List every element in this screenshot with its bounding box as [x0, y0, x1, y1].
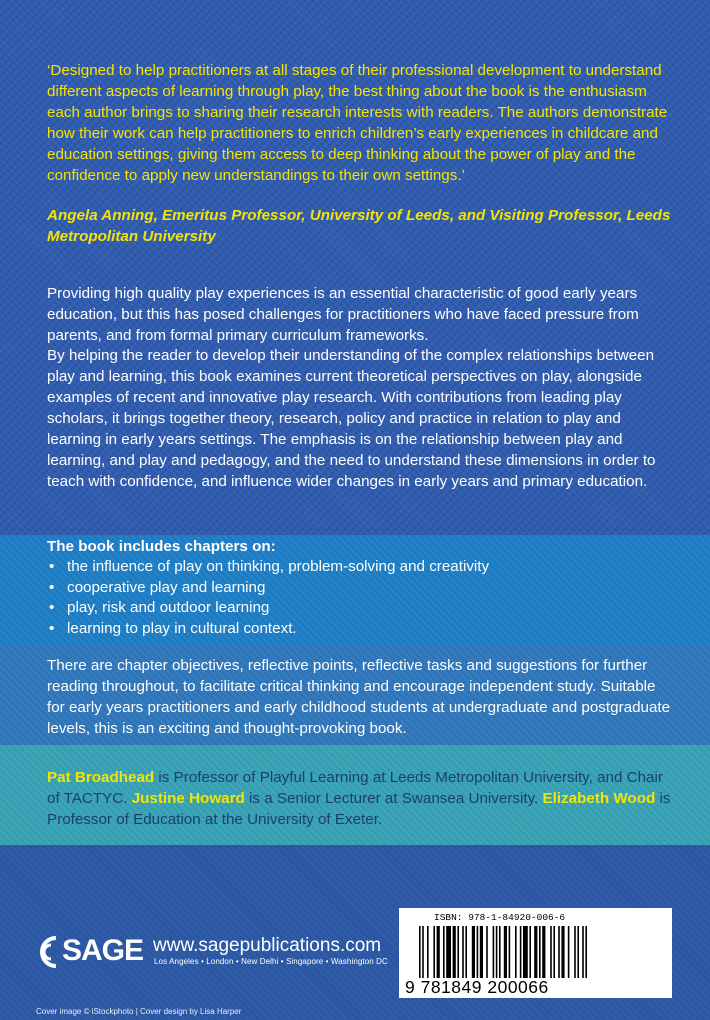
barcode-bar: [568, 926, 570, 978]
description-paragraph-1: Providing high quality play experiences is an essential characteristic of good early years education, but this has posed challenges for practitioners who have faced pressure from parents, and from formal primary curriculum frameworks.: [47, 285, 639, 344]
barcode-bar: [419, 926, 421, 978]
barcode-bar: [550, 926, 552, 978]
barcode-bar: [561, 926, 564, 978]
description-paragraph-2: By helping the reader to develop their understanding of the complex relationships between play and learning, this book examines current theoretical perspectives on play, alongside examples of recent and innovative play research. With contributions from leading play scholars, it brings together theory, research, policy and practice in relation to play and learning in early years settings. The emphasis is on the relationship between play and learning, and play and pedagogy, and the need to understand these dimensions in order to teach with confidence, and influence wider changes in early years and primary education.: [47, 347, 656, 490]
author-bios: [47, 767, 672, 830]
description-paragraph-3: There are chapter objectives, reflective points, reflective tasks and suggestions for further reading throughout, to facilitate critical thinking and encourage independent study. Suitable for early years practitioners and early childhood students at undergraduate and postgraduate levels, this is an exciting and thought-provoking book.: [47, 657, 671, 737]
chapters-heading: The book includes chapters on:: [47, 538, 276, 555]
barcode-bar: [553, 926, 555, 978]
barcode-bar: [582, 926, 584, 978]
barcode-bar: [523, 926, 528, 978]
barcode-bar: [427, 926, 429, 978]
barcode-bar: [558, 926, 560, 978]
author-bio-text: is a Senior Lecturer at Swansea University.: [244, 790, 543, 807]
author-name: Justine Howard: [131, 790, 245, 807]
endorsement-attribution: Angela Anning, Emeritus Professor, University of Leeds, and Visiting Professor, Leeds Metropolitan University: [47, 207, 671, 245]
barcode-bars: [419, 926, 654, 978]
barcode-bar: [585, 926, 587, 978]
sage-logo-text: SAGE: [62, 934, 144, 967]
barcode-bar: [493, 926, 495, 978]
publisher-cities: Los Angeles • London • New Delhi • Singapore • Washington DC: [154, 957, 388, 966]
isbn-barcode: [399, 908, 672, 998]
barcode-bar: [499, 926, 501, 978]
barcode-bar: [477, 926, 479, 978]
list-item: • the influence of play on thinking, problem-solving and creativity: [47, 557, 672, 578]
barcode-bar: [446, 926, 451, 978]
barcode-bar: [520, 926, 522, 978]
list-item: • cooperative play and learning: [47, 578, 672, 599]
barcode-bar: [465, 926, 467, 978]
barcode-bar: [504, 926, 507, 978]
barcode-bar: [496, 926, 498, 978]
barcode-digits: 9 781849 200066: [405, 977, 549, 997]
publisher-website: www.sagepublications.com: [153, 935, 382, 956]
barcode-bar: [472, 926, 475, 978]
author-name: Pat Broadhead: [47, 769, 155, 786]
barcode-bar: [443, 926, 445, 978]
barcode-bar: [509, 926, 511, 978]
barcode-bar: [457, 926, 459, 978]
barcode-bar: [542, 926, 545, 978]
barcode-bar: [422, 926, 424, 978]
barcode-bar: [433, 926, 435, 978]
barcode-bar: [480, 926, 483, 978]
sage-logo-icon: [34, 932, 64, 972]
barcode-bar: [539, 926, 541, 978]
list-item: • learning to play in cultural context.: [47, 619, 672, 640]
chapters-list: [47, 557, 672, 639]
sage-logo: [34, 932, 149, 972]
barcode-bar: [462, 926, 464, 978]
barcode-bar: [486, 926, 488, 978]
barcode-bar: [577, 926, 579, 978]
barcode-bar: [529, 926, 531, 978]
list-item: • play, risk and outdoor learning: [47, 598, 672, 619]
barcode-bar: [453, 926, 456, 978]
barcode-bar: [515, 926, 517, 978]
isbn-label: ISBN: 978-1-84920-006-6: [434, 912, 566, 923]
author-bio-text: is Professor of Playful Learning at Leeds Metropolitan University, and Chair of TACTYC.: [47, 769, 663, 807]
barcode-bar: [534, 926, 537, 978]
cover-credits: Cover image © iStockphoto | Cover design by Lisa Harper: [36, 1007, 242, 1016]
endorsement-quote: ‘Designed to help practitioners at all stages of their professional development to understand different aspects of learning through play, the best thing about the book is the enthusiasm each author brings to sharing their research interests with readers. The authors demonstrate how their work can help practitioners to enrich children’s early experiences in childcare and education settings, giving them access to deep thinking about the power of play and the confidence to apply new understandings to their own settings.’: [47, 62, 668, 184]
author-name: Elizabeth Wood: [542, 790, 656, 807]
barcode-bar: [437, 926, 440, 978]
barcode-bar: [574, 926, 576, 978]
author-bio-text: is Professor of Education at the University of Exeter.: [47, 790, 671, 828]
